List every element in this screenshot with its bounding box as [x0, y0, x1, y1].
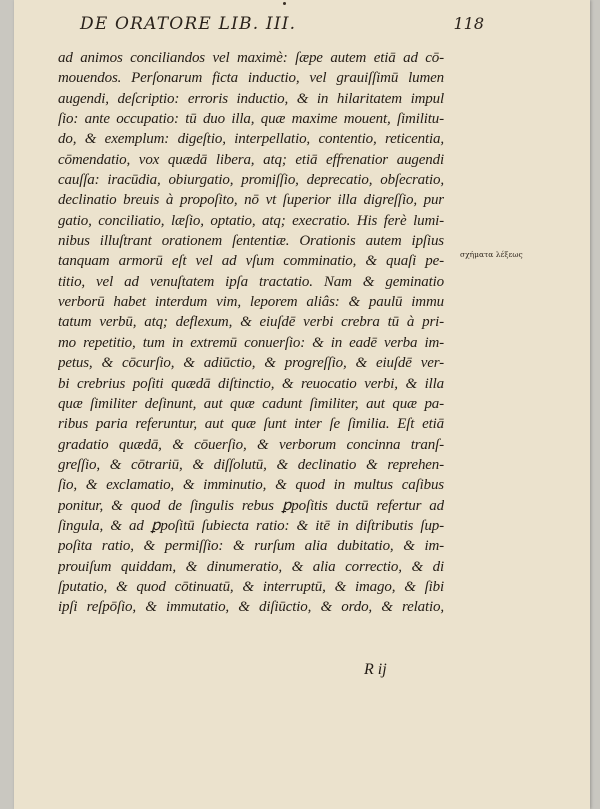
text-line: do, & exemplum: digeſtio, interpellatio, contentio, reticentia,	[58, 131, 444, 148]
text-line: petus, & cōcurſio, & adiūctio, & progreſſio, & eiuſdē ver-	[58, 355, 444, 372]
page-header	[80, 14, 484, 36]
signature-mark: R ij	[364, 661, 387, 678]
text-line: mo repetitio, tum in extremū conuerſio: & in eadē verba im-	[58, 334, 444, 351]
text-line: ponitur, & quod de ſingulis rebus ꝑpoſitis ductū refertur ad	[58, 497, 444, 514]
text-line: gradatio quædā, & cōuerſio, & verborum concinna tranſ-	[58, 436, 444, 453]
text-line: titio, vel ad venuſtatem ipſa tractatio. Nam & geminatio	[58, 273, 444, 290]
text-line: ſio, & exclamatio, & imminutio, & quod in multus caſibus	[58, 477, 444, 494]
text-line: tanquam armorū eſt vel ad vſum comminatio, & quaſi pe-	[58, 253, 444, 270]
page-number: 118	[453, 14, 484, 33]
text-line: cōmendatio, vox quædā libera, atq; etiā effrenatior augendi	[58, 151, 444, 168]
text-line: prouiſum quiddam, & dinumeratio, & alia correctio, & di	[58, 558, 444, 575]
text-line: ad animos conciliandos vel maximè: ſæpe autem etiā ad cō-	[58, 50, 444, 66]
text-line: ſingula, & ad ꝑpoſitū ſubiecta ratio: & itē in diſtributis ſup-	[58, 517, 444, 534]
text-line: quæ ſimiliter deſinunt, aut quæ cadunt ſimiliter, aut quæ pa-	[58, 395, 444, 412]
text-line: ipſi reſpōſio, & immutatio, & diſiūctio, & ordo, & relatio,	[58, 599, 444, 616]
text-line: greſſio, & cōtrariū, & diſſolutū, & declinatio & reprehen-	[58, 456, 444, 473]
text-line: augendi, deſcriptio: erroris inductio, & in hilaritatem impul	[58, 90, 444, 107]
text-line: mouendos. Perſonarum ficta inductio, vel grauiſſimū lumen	[58, 70, 444, 87]
text-line: verborū habet interdum vim, leporem aliâs: & paulū immu	[58, 294, 444, 311]
text-line: bi crebrius poſiti quædā diſtinctio, & reuocatio verbi, & illa	[58, 375, 444, 392]
book-page	[14, 0, 590, 809]
text-line: nibus illuſtrant orationem ſententiæ. Orationis autem ipſius	[58, 233, 444, 250]
running-head: DE ORATORE LIB. III.	[80, 14, 297, 34]
body-text	[58, 48, 444, 618]
text-line: poſita ratio, & permiſſio: & rurſum alia dubitatio, & im-	[58, 538, 444, 555]
text-line: declinatio breuis à propoſito, nō vt ſuperior illa digreſſio, pur	[58, 192, 444, 209]
ink-speck	[283, 2, 286, 5]
margin-note: σχήματα λέξεως	[460, 250, 523, 259]
text-line: cauſſa: iracūdia, obiurgatio, promiſſio, deprecatio, obſecratio,	[58, 172, 444, 189]
text-line: gatio, conciliatio, læſio, optatio, atq; execratio. His ferè lumi-	[58, 212, 444, 229]
text-line: ribus paria referuntur, aut quæ ſunt inter ſe ſimilia. Eſt etiā	[58, 416, 444, 433]
text-line: tatum verbū, atq; deflexum, & eiuſdē verbi crebra tū à pri-	[58, 314, 444, 331]
text-line: ſputatio, & quod cōtinuatū, & interruptū, & imago, & ſibi	[58, 578, 444, 595]
text-line: ſio: ante occupatio: tū duo illa, quæ maxime mouent, ſimilitu-	[58, 111, 444, 128]
